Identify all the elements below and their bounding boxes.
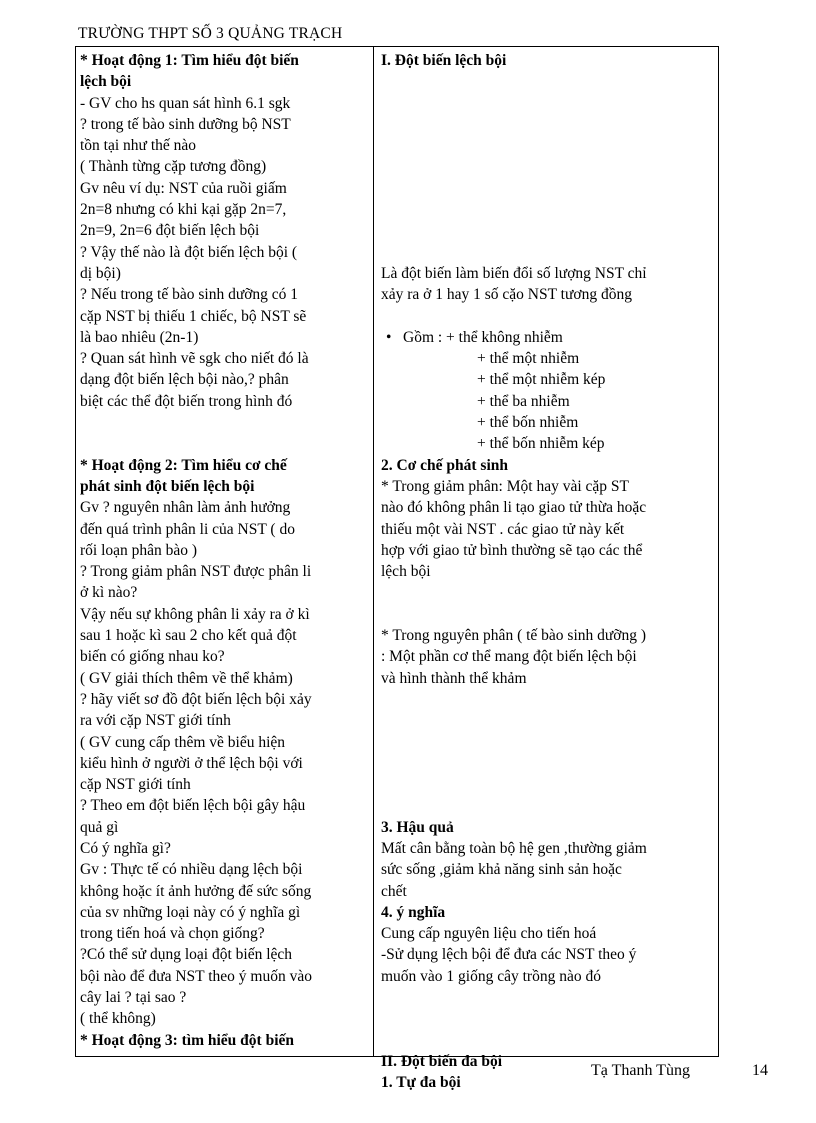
right-text-line xyxy=(381,732,714,753)
left-text-line: Gv nêu ví dụ: NST của ruồi giấm xyxy=(80,179,287,197)
left-text-line: dị bội) xyxy=(80,264,121,282)
right-text-line: + thể ba nhiễm xyxy=(477,392,570,410)
right-text-line xyxy=(381,93,714,114)
author-name: Tạ Thanh Tùng xyxy=(591,1062,690,1079)
right-text-line: hợp với giao tử bình thường sẽ tạo các thể xyxy=(381,541,643,559)
right-text-line: 2. Cơ chế phát sinh xyxy=(381,456,509,474)
left-text-line: lệch bội xyxy=(80,73,132,91)
left-text-line: Vậy nếu sự không phân li xảy ra ở kì xyxy=(80,605,310,623)
right-text-line: chết xyxy=(381,882,407,900)
left-text-line: ( GV cung cấp thêm về biểu hiện xyxy=(80,733,286,751)
right-text-line: * Trong nguyên phân ( tế bào sinh dưỡng ) xyxy=(381,627,647,645)
right-text-line: * Trong giảm phân: Một hay vài cặp ST xyxy=(381,477,629,495)
right-text-line: 1. Tự đa bội xyxy=(381,1074,461,1092)
right-text-line: xảy ra ở 1 hay 1 số cặo NST tương đồng xyxy=(381,286,632,304)
activities-column xyxy=(76,47,374,1056)
right-text-line xyxy=(381,774,714,795)
left-text-line: ? Vậy thế nào là đột biến lệch bội ( xyxy=(80,243,298,261)
left-text-line: cây lai ? tại sao ? xyxy=(80,989,187,1007)
left-text-line: rối loạn phân bào ) xyxy=(80,541,198,559)
left-text-line: phát sinh đột biến lệch bội xyxy=(80,477,255,495)
right-text-line xyxy=(381,1008,714,1029)
right-text-line xyxy=(381,199,714,220)
right-text-line: 3. Hậu quả xyxy=(381,818,454,836)
right-text-line xyxy=(381,242,714,263)
bullet-icon: • xyxy=(386,328,392,346)
left-text-line: 2n=8 nhưng có khi kại gặp 2n=7, xyxy=(80,201,287,219)
left-text-line: ra với cặp NST giới tính xyxy=(80,712,231,730)
left-text-line: * Hoạt động 3: tìm hiểu đột biến xyxy=(80,1031,295,1049)
right-text-line: Mất cân bằng toàn bộ hệ gen ,thường giảm xyxy=(381,839,647,857)
right-text-line xyxy=(381,306,714,327)
right-text-line: Cung cấp nguyên liệu cho tiến hoá xyxy=(381,925,597,943)
right-text-line: + thể bốn nhiễm xyxy=(477,414,579,432)
right-text-line xyxy=(381,1030,714,1051)
right-text-line: sức sống ,giảm khả năng sinh sản hoặc xyxy=(381,861,622,879)
right-text-line: + thể một nhiễm kép xyxy=(477,371,606,389)
right-text-line: + thể một nhiễm xyxy=(477,350,580,368)
right-text-line xyxy=(381,135,714,156)
left-text-line: là bao nhiêu (2n-1) xyxy=(80,328,199,346)
right-text-line xyxy=(381,71,714,92)
left-text-line: cặp NST bị thiếu 1 chiếc, bộ NST sẽ xyxy=(80,307,307,325)
right-text-line xyxy=(381,156,714,177)
right-text-line: 4. ý nghĩa xyxy=(381,903,446,921)
left-text-line xyxy=(80,433,369,454)
right-text-line xyxy=(381,582,714,603)
right-text-line xyxy=(381,795,714,816)
left-text-line: ? Quan sát hình vẽ sgk cho niết đó là xyxy=(80,350,309,368)
right-text-line xyxy=(381,178,714,199)
right-text-line xyxy=(381,987,714,1008)
right-text-line: lệch bội xyxy=(381,563,431,581)
left-text-line: ?Có thể sử dụng loại đột biến lệch xyxy=(80,946,293,964)
right-text-line xyxy=(381,114,714,135)
right-text-line xyxy=(381,327,714,348)
left-text-line: quả gì xyxy=(80,818,119,836)
right-text-line: Là đột biến làm biến đổi số lượng NST chỉ xyxy=(381,264,647,282)
right-text-line: nào đó không phân li tạo giao tử thừa hoặc xyxy=(381,499,647,517)
right-text-line: + thể bốn nhiễm kép xyxy=(477,435,605,453)
left-text-line: * Hoạt động 1: Tìm hiểu đột biến xyxy=(80,52,299,69)
left-text-line: đến quá trình phân li của NST ( do xyxy=(80,520,295,538)
left-text-line: biến có giống nhau ko? xyxy=(80,648,225,666)
left-text-line: ? hãy viết sơ đồ đột biến lệch bội xảy xyxy=(80,690,312,708)
left-text-line: 2n=9, 2n=6 đột biến lệch bội xyxy=(80,222,260,240)
left-text-line: Gv ? nguyên nhân làm ảnh hưởng xyxy=(80,499,291,517)
right-text-line: muốn vào 1 giống cây trồng nào đó xyxy=(381,967,601,985)
right-text-line: : Một phần cơ thể mang đột biến lệch bội xyxy=(381,648,637,666)
bullet-text: Gồm : + thể không nhiễm xyxy=(403,328,563,346)
right-text-line: và hình thành thể khảm xyxy=(381,669,527,687)
right-text-line xyxy=(381,710,714,731)
left-text-line: sau 1 hoặc kì sau 2 cho kết quả đột xyxy=(80,627,297,645)
left-text-line: - GV cho hs quan sát hình 6.1 sgk xyxy=(80,94,291,112)
left-text-line: bội nào để đưa NST theo ý muốn vào xyxy=(80,967,312,985)
left-text-line: ( GV giải thích thêm về thể khảm) xyxy=(80,669,293,687)
left-text-line: ? Trong giảm phân NST được phân li xyxy=(80,563,312,581)
school-header: TRƯỜNG THPT SỐ 3 QUẢNG TRẠCH xyxy=(78,25,343,42)
left-text-line: Gv : Thực tế có nhiều dạng lệch bội xyxy=(80,861,303,879)
left-text-line: * Hoạt động 2: Tìm hiểu cơ chế xyxy=(80,456,287,474)
left-text-line: không hoặc ít ảnh hưởng đế sức sống xyxy=(80,882,312,900)
left-text-line: dạng đột biến lệch bội nào,? phân xyxy=(80,371,289,389)
left-text-line: Có ý nghĩa gì? xyxy=(80,839,171,857)
left-text-line: ? Theo em đột biến lệch bội gây hậu xyxy=(80,797,306,815)
left-text-line xyxy=(80,412,369,433)
left-text-line: cặp NST giới tính xyxy=(80,776,191,794)
right-text-line: II. Đột biến đa bội xyxy=(381,1052,503,1070)
left-text-line: trong tiến hoá và chọn giống? xyxy=(80,925,265,943)
left-text-line: ( Thành từng cặp tương đồng) xyxy=(80,158,267,176)
right-text-line: -Sử dụng lệch bội để đưa các NST theo ý xyxy=(381,946,637,964)
right-text-line xyxy=(381,689,714,710)
page-number: 14 xyxy=(752,1062,768,1079)
right-text-line xyxy=(381,220,714,241)
right-text-line: I. Đột biến lệch bội xyxy=(381,52,507,69)
right-text-line: thiếu một vài NST . các giao tử này kết xyxy=(381,520,625,538)
right-text-line xyxy=(381,604,714,625)
left-text-line: ở kì nào? xyxy=(80,584,138,602)
left-text-line: ( thể không) xyxy=(80,1010,156,1028)
left-text-line: kiểu hình ở người ở thể lệch bội với xyxy=(80,754,303,772)
left-text-line: của sv những loại này có ý nghĩa gì xyxy=(80,903,301,921)
left-text-line: ? Nếu trong tế bào sinh dưỡng có 1 xyxy=(80,286,299,304)
left-text-line: biệt các thể đột biến trong hình đó xyxy=(80,392,293,410)
left-text-line: ? trong tế bào sinh dưỡng bộ NST xyxy=(80,115,291,133)
left-text-line: tồn tại như thế nào xyxy=(80,137,197,155)
right-text-line xyxy=(381,753,714,774)
